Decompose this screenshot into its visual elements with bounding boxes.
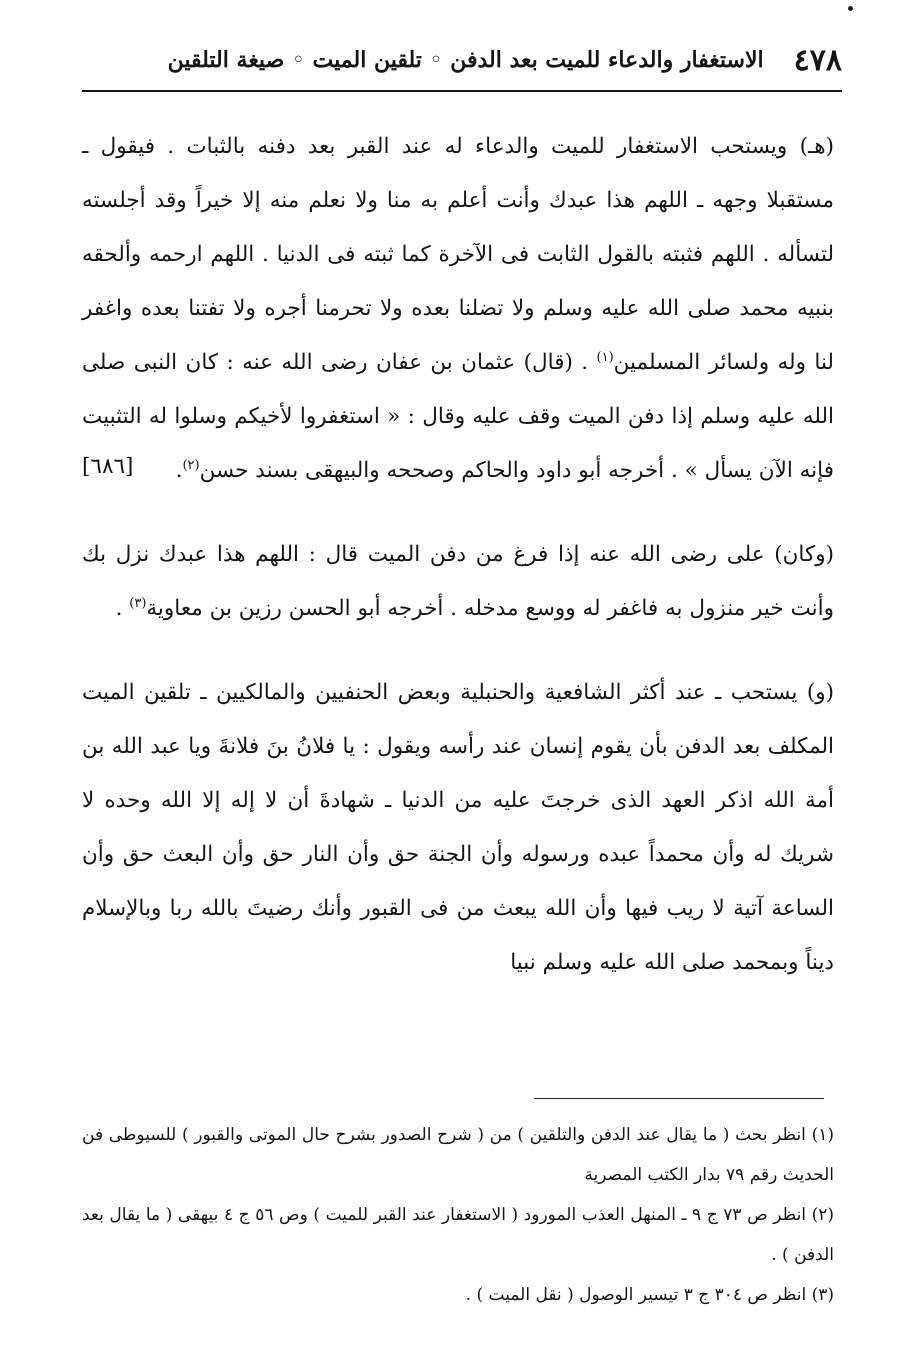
hadith-number: [٦٨٦] xyxy=(82,454,134,479)
main-text xyxy=(82,120,834,990)
paragraph-1-text-2: . (قال) عثمان بن عفان رضى الله عنه : كان النبى صلى الله عليه وسلم إذا دفن الميت وقف عليه وقال : « استغفروا لأخيكم وسلوا له التثبيت فإنه الآن يسأل » . أخرجه أبو داود والحاكم وصححه والبيهقى بسند حسن xyxy=(82,350,834,483)
page-header xyxy=(82,30,842,92)
paragraph-1-text: (هـ) ويستحب الاستغفار للميت والدعاء له عند القبر بعد دفنه بالثبات . فيقول ـ مستقبلا وجهه ـ اللهم هذا عبدك وأنت أعلم به منا ولا نعلم منه إلا خيراً وقد أجلسته لتسأله . اللهم فثبته بالقول الثابت فى الآخرة كما ثبته فى الدنيا . اللهم ارحمه وألحقه بنبيه محمد صلى الله عليه وسلم ولا تضلنا بعده ولا تحرمنا أجره ولا تفتنا بعده واغفر لنا وله ولسائر المسلمين xyxy=(82,134,834,375)
paragraph-2-end: . xyxy=(115,596,123,621)
footnote-3: (٣) انظر ص ٣٠٤ ج ٣ تيسير الوصول ( نقل الميت ) . xyxy=(465,1285,834,1305)
paragraph-1-end: . xyxy=(175,458,183,483)
ink-dot xyxy=(848,6,853,11)
footnote-1: (١) انظر بحث ( ما يقال عند الدفن والتلقين ) من ( شرح الصدور بشرح حال الموتى والقبور ) للسيوطى فن الحديث رقم ٧٩ بدار الكتب المصرية xyxy=(82,1125,834,1185)
paragraph-2-text: (وكان) على رضى الله عنه إذا فرغ من دفن الميت قال : اللهم هذا عبدك نزل بك وأنت خير منزول به فاغفر له ووسع مدخله . أخرجه أبو الحسن رزين بن معاوية xyxy=(82,542,834,621)
footnote-2: (٢) انظر ص ٧٣ ج ٩ ـ المنهل العذب المورود ( الاستغفار عند القبر للميت ) وص ٥٦ ج ٤ بيهقى ( ما يقال بعد الدفن ) . xyxy=(82,1205,835,1265)
footnote-marker-2: (٢) xyxy=(182,457,200,473)
paragraph-3 xyxy=(82,666,834,990)
footnote-marker-1: (١) xyxy=(596,349,614,365)
paragraph-1 xyxy=(82,120,834,498)
footnote-divider xyxy=(534,1098,824,1099)
page-number: ٤٧٨ xyxy=(793,42,842,78)
footnote-marker-3: (٣) xyxy=(129,595,147,611)
paragraph-3-text: (و) يستحب ـ عند أكثر الشافعية والحنبلية وبعض الحنفيين والمالكيين ـ تلقين الميت المكلف بعد الدفن بأن يقوم إنسان عند رأسه ويقول : يا فلانُ بنَ فلانةَ ويا عبد الله بن أمة الله اذكر العهد الذى خرجتَ عليه من الدنيا ـ شهادةَ أن لا إله إلا الله وحده لا شريك له وأن محمداً عبده ورسوله وأن الجنة حق وأن النار حق وأن البعث حق وأن الساعة آتية لا ريب فيها وأن الله يبعث من فى القبور وأنك رضيتَ بالله ربا وبالإسلام ديناً وبمحمد صلى الله عليه وسلم نبيا xyxy=(82,680,834,975)
footnotes xyxy=(82,1115,834,1315)
running-title: الاستغفار والدعاء للميت بعد الدفن ◦ تلقين الميت ◦ صيغة التلقين xyxy=(167,47,764,73)
paragraph-2 xyxy=(82,528,834,636)
